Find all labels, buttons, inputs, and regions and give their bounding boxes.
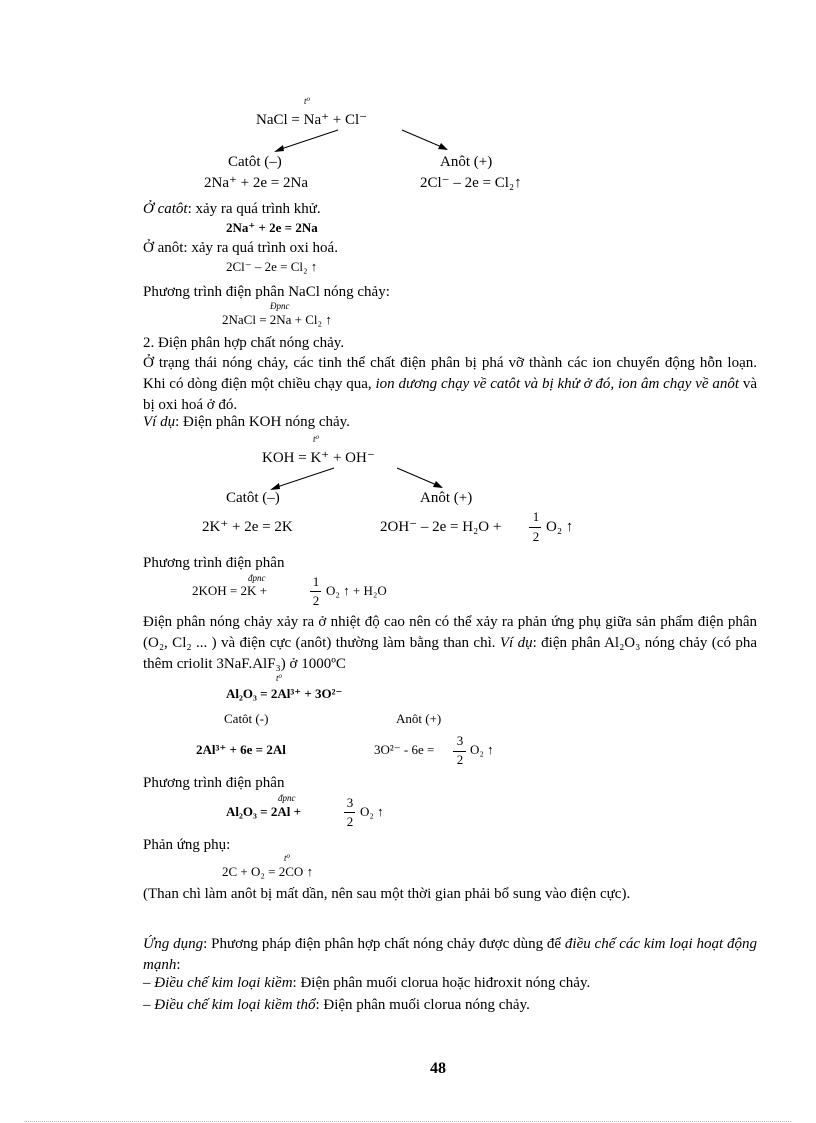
para1-part-a: Ở trạng thái nóng chảy, các tinh thể chất điện phân bị phá vỡ thành các ion chuyển động hỗn loạn. Khi có dòng điện một chiều chạy qua, [143,355,757,392]
cathode-label: Catôt (-) [224,711,269,726]
page-number: 48 [430,1060,446,1077]
fraction-numerator: 3 [456,733,464,748]
application-paragraph [143,934,757,976]
temp-condition: t⁰ [284,853,291,863]
side-para-b: : điện phân Al₂O₃ nóng chảy (có pha thêm criolit 3NaF.AlF₃) ở 1000ºC [143,635,757,672]
anode-equation-tail: O₂ ↑ [546,519,574,535]
para1-italic: ion dương chạy về catôt và bị khử ở đó, ion âm chạy về anôt [375,376,740,392]
fraction-numerator: 1 [532,509,540,524]
side-reaction-label: Phản ứng phụ: [143,837,231,853]
anode-equation: 3O²⁻ - 6e = [374,742,435,757]
nacl-dissociation-equation: NaCl = Na⁺ + Cl⁻ [256,112,368,128]
application-text-a: : Phương pháp điện phân hợp chất nóng chảy được dùng để [203,936,565,952]
temp-condition: t⁰ [304,96,311,106]
catot-statement [143,201,321,218]
catot-equation: 2Na⁺ + 2e = 2Na [226,220,318,235]
anot-statement: Ở anôt: xảy ra quá trình oxi hoá. [143,240,338,256]
side-reaction-note: (Than chì làm anôt bị mất dần, nên sau một thời gian phải bổ sung vào điện cực). [143,886,631,902]
temp-condition: t⁰ [276,673,283,683]
cathode-label: Catôt (–) [226,490,280,506]
koh-overall-label: Phương trình điện phân [143,555,285,571]
electrolysis-condition: đpnc [248,573,266,583]
fraction-numerator: 1 [312,574,320,589]
catot-prefix: Ở catôt [143,201,188,217]
koh-overall-equation-tail: O₂ ↑ + H₂O [326,583,387,598]
application-bullet-alkaline-earth [143,997,530,1014]
nacl-overall-label: Phương trình điện phân NaCl nóng chảy: [143,284,390,300]
nacl-overall-equation: 2NaCl = 2Na + Cl₂ ↑ [222,312,332,327]
cathode-label: Catôt (–) [228,154,282,170]
bullet-dash: – [143,975,151,991]
anot-equation: 2Cl⁻ – 2e = Cl₂ ↑ [226,259,318,274]
bullet-text: : Điện phân muối clorua nóng chảy. [315,997,530,1013]
anode-equation: 2Cl⁻ – 2e = Cl₂↑ [420,175,522,191]
example-line [143,414,350,431]
bullet-italic: Điều chế kim loại kiềm thổ [154,997,316,1013]
anode-equation: 2OH⁻ – 2e = H₂O + [380,519,502,535]
koh-dissociation-equation: KOH = K⁺ + OH⁻ [262,450,375,466]
bullet-text: : Điện phân muối clorua hoặc hiđroxit nóng chảy. [292,975,591,991]
bullet-italic: Điều chế kim loại kiềm [154,975,293,991]
application-text-b: : [176,957,181,973]
temp-condition: t⁰ [313,434,320,444]
anode-label: Anôt (+) [420,490,473,506]
fraction-denominator: 2 [312,593,320,608]
koh-overall-equation: 2KOH = 2K + [192,583,267,598]
arrow-to-cathode [268,466,338,492]
anode-label: Anôt (+) [440,154,493,170]
al-overall-equation-tail: O₂ ↑ [360,804,384,819]
arrow-to-anode [400,128,450,152]
electrolysis-condition: Đpnc [270,301,290,311]
application-text-italic: điều chế các kim loại hoạt động mạnh [143,936,757,973]
footer-divider [25,1121,791,1122]
al-overall-equation: Al₂O₃ = 2Al + [226,804,301,819]
example-text: : Điện phân KOH nóng chảy. [175,414,350,430]
al-dissociation-equation: Al₂O₃ = 2Al³⁺ + 3O²⁻ [226,686,343,701]
side-reaction-equation: 2C + O₂ = 2CO ↑ [222,864,314,879]
anode-label: Anôt (+) [396,711,442,726]
arrow-to-cathode [272,128,342,154]
electrolysis-condition: đpnc [278,793,296,803]
side-reaction-paragraph [143,612,757,675]
example-label: Ví dụ [143,414,176,430]
anode-equation-tail: O₂ ↑ [470,742,494,757]
side-para-a: Điện phân nóng chảy xảy ra ở nhiệt độ cao nên có thể xảy ra phản ứng phụ giữa sản phẩm điện phân (O₂, Cl₂ ... ) và điện cực (anôt) thường làm bằng than chì. [143,614,757,651]
bullet-dash: – [143,997,151,1013]
cathode-equation: 2Na⁺ + 2e = 2Na [204,175,308,191]
cathode-equation: 2K⁺ + 2e = 2K [202,519,293,535]
cathode-equation: 2Al³⁺ + 6e = 2Al [196,742,286,757]
fraction-bar [344,812,355,813]
section-heading: 2. Điện phân hợp chất nóng chảy. [143,335,345,351]
fraction-denominator: 2 [456,752,464,767]
fraction-denominator: 2 [346,814,354,829]
fraction-bar [529,527,541,528]
application-label: Ứng dụng [143,936,204,952]
side-example-label: Ví dụ [499,635,533,651]
fraction-denominator: 2 [532,529,540,544]
al-overall-label: Phương trình điện phân [143,775,285,791]
arrow-to-anode [395,466,445,490]
para1-part-b: và bị oxi hoá ở đó. [143,376,757,413]
fraction-bar [310,591,321,592]
fraction-numerator: 3 [346,795,354,810]
catot-text: : xảy ra quá trình khử. [187,201,321,217]
application-bullet-alkali [143,975,590,992]
section-paragraph [143,353,757,416]
